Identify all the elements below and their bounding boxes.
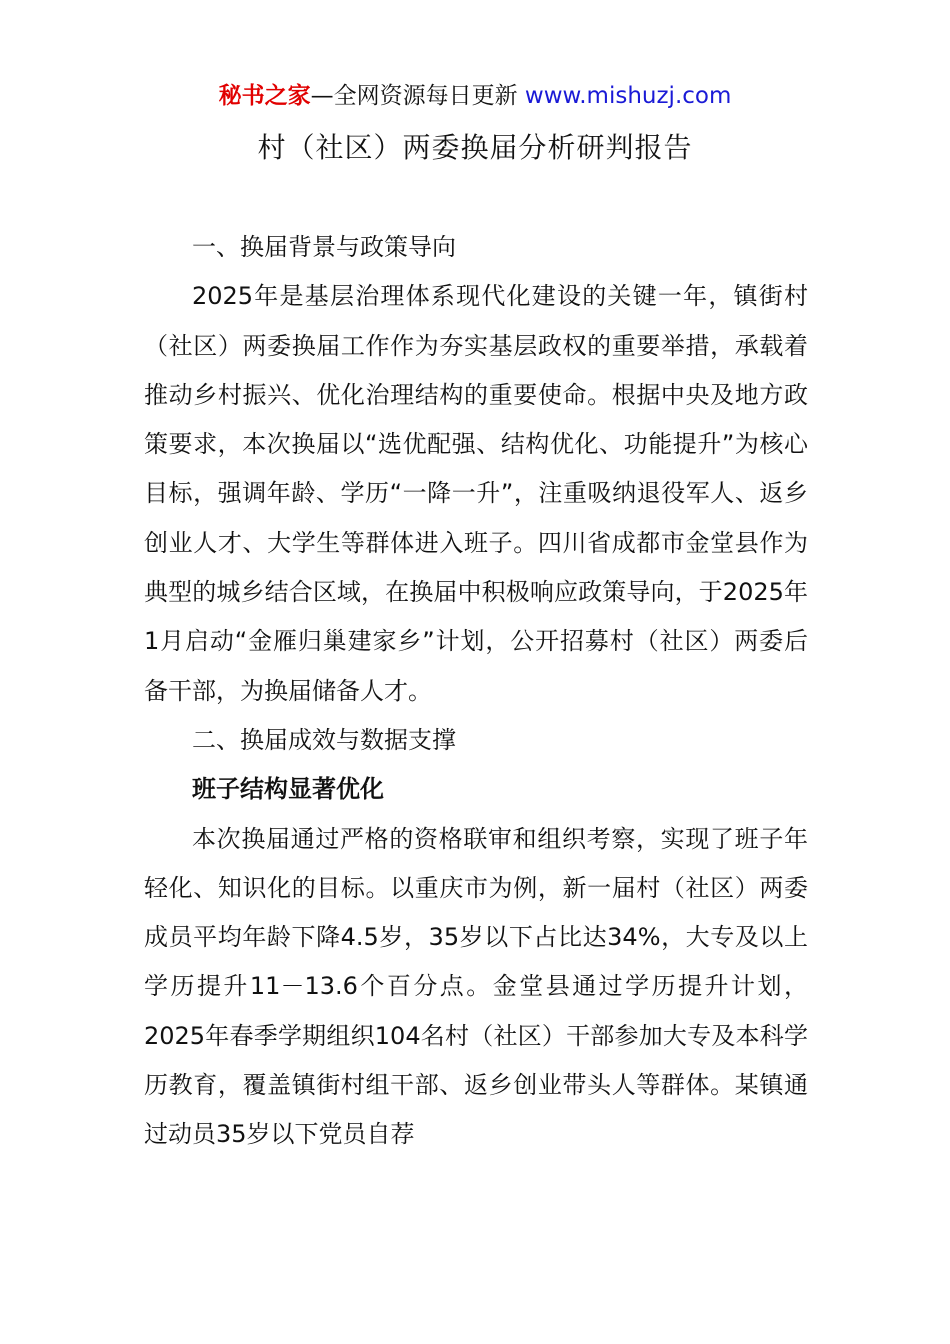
section-heading-background: 一、换届背景与政策导向 (192, 233, 456, 261)
site-header (0, 79, 950, 113)
header-tagline: —全网资源每日更新 (310, 83, 525, 109)
subheading-structure: 班子结构显著优化 (192, 775, 384, 804)
site-url-link[interactable]: www.mishuzj.com (524, 83, 732, 109)
document-body (144, 223, 808, 1160)
section-heading-results: 二、换届成效与数据支撑 (192, 725, 456, 754)
brand-name: 秘书之家 (218, 83, 311, 109)
document-title: 村（社区）两委换届分析研判报告 (257, 131, 693, 164)
paragraph-background: 2025年是基层治理体系现代化建设的关键一年，镇街村（社区）两委换届工作作为夯实基层政权的重要举措，承载着推动乡村振兴、优化治理结构的重要使命。根据中央及地方政策要求，本次换届以“选优配强、结构优化、功能提升”为核心目标，强调年龄、学历“一降一升”，注重吸纳退役军人、返乡创业人才、大学生等群体进入班子。四川省成都市金堂县作为典型的城乡结合区域，在换届中积极响应政策导向，于2025年1月启动“金雁归巢建家乡”计划，公开招募村（社区）两委后备干部，为换届储备人才。 (144, 282, 808, 705)
paragraph-results: 本次换届通过严格的资格联审和组织考察，实现了班子年轻化、知识化的目标。以重庆市为例，新一届村（社区）两委成员平均年龄下降4.5岁，35岁以下占比达34%，大专及以上学历提升11－13.6个百分点。金堂县通过学历提升计划，2025年春季学期组织104名村（社区）干部参加大专及本科学历教育，覆盖镇街村组干部、返乡创业带头人等群体。某镇通过动员35岁以下党员自荐 (144, 824, 808, 1149)
